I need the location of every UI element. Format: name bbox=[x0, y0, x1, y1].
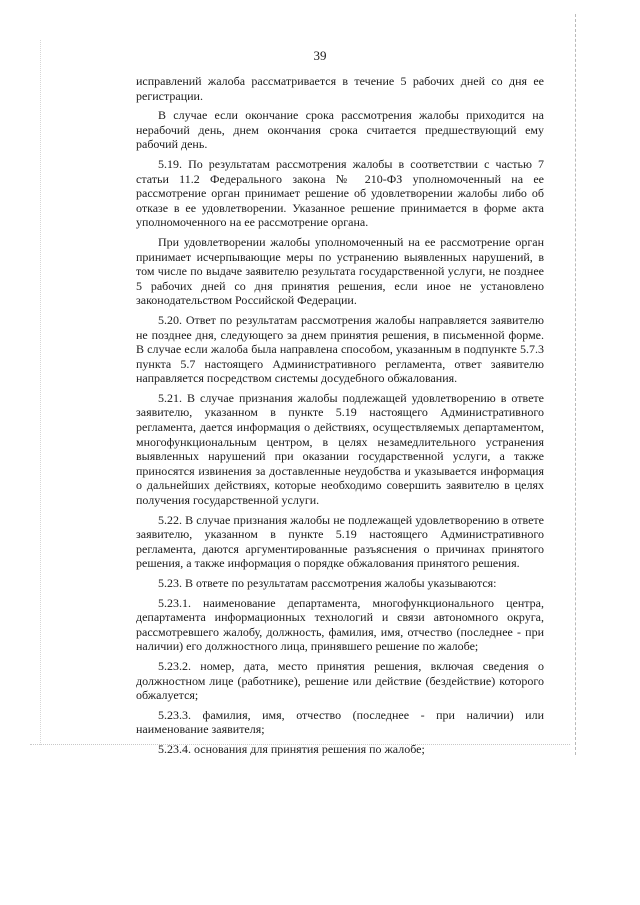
paragraph-5-23-2: 5.23.2. номер, дата, место принятия решения, включая сведения о должностном лице (работнике), решение или действие (бездействие) которого обжалуется; bbox=[136, 658, 544, 703]
paragraph-continuation: исправлений жалоба рассматривается в течение 5 рабочих дней со дня ее регистрации. bbox=[136, 74, 544, 103]
document-body bbox=[136, 74, 544, 762]
paragraph-5-23-4: 5.23.4. основания для принятия решения по жалобе; bbox=[158, 741, 425, 756]
paragraph-5-23-3: 5.23.3. фамилия, имя, отчество (последнее - при наличии) или наименование заявителя; bbox=[136, 707, 544, 737]
paragraph-5-22: 5.22. В случае признания жалобы не подлежащей удовлетворению в ответе заявителю, указанном в пункте 5.19 настоящего Административного регламента, даются аргументированные разъяснения о причинах принятого решения, а также информация о порядке обжалования принятого решения. bbox=[136, 512, 544, 571]
paragraph-5-19: 5.19. По результатам рассмотрения жалобы в соответствии с частью 7 статьи 11.2 Федерального закона № 210-ФЗ уполномоченный на ее рассмотрение орган принимает решение об удовлетворении жалобы либо об отказе в ее удовлетворении. Указанное решение принимается в форме акта уполномоченного на ее рассмотрение органа. bbox=[136, 156, 544, 230]
paragraph-5-21: 5.21. В случае признания жалобы подлежащей удовлетворению в ответе заявителю, указанном в пункте 5.19 настоящего Административного регламента, дается информация о действиях, осуществляемых департаментом, многофункциональным центром, в целях незамедлительного устранения выявленных нарушений при оказании государственной услуги, а также приносятся извинения за доставленные неудобства и указывается информация о дальнейших действиях, которые необходимо совершить заявителю в целях получения государственной услуги. bbox=[136, 390, 544, 508]
paragraph-5-20: 5.20. Ответ по результатам рассмотрения жалобы направляется заявителю не позднее дня, следующего за днем принятия решения, в письменной форме. В случае если жалоба была направлена способом, указанным в подпункте 5.7.3 пункта 5.7 настоящего Административного регламента, ответ заявителю направляется посредством системы досудебного обжалования. bbox=[136, 312, 544, 386]
scan-edge-right bbox=[575, 14, 576, 755]
paragraph-5-23-1: 5.23.1. наименование департамента, многофункционального центра, департамента информационных технологий и связи автономного округа, рассмотревшего жалобу, должность, фамилия, имя, отчество (последнее - при наличии) его должностного лица, принявшего решение по жалобе; bbox=[136, 595, 544, 654]
scan-edge-left bbox=[40, 40, 41, 745]
paragraph-5-23: 5.23. В ответе по результатам рассмотрения жалобы указываются: bbox=[158, 576, 497, 590]
paragraph-satisfaction-measures: При удовлетворении жалобы уполномоченный на ее рассмотрение орган принимает исчерпывающие меры по устранению выявленных нарушений, в том числе по выдаче заявителю результата государственной услуги, не позднее 5 рабочих дней со дня принятия решения, если иное не установлено законодательством Российской Федерации. bbox=[136, 234, 544, 308]
paragraph-nonworking-day: В случае если окончание срока рассмотрения жалобы приходится на нерабочий день, днем окончания срока считается предшествующий ему рабочий день. bbox=[136, 108, 544, 152]
page-number: 39 bbox=[313, 48, 327, 63]
